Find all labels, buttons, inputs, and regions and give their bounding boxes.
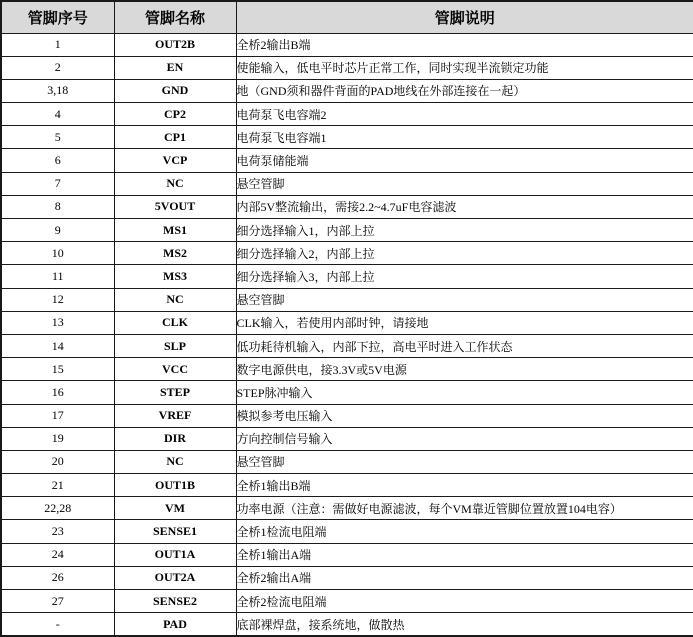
pin-number-cell: 7 <box>1 172 114 195</box>
pin-number-cell: 3,18 <box>1 79 114 102</box>
pin-number-cell: 26 <box>1 566 114 589</box>
pin-number-cell: 22,28 <box>1 497 114 520</box>
pin-number-cell: 11 <box>1 265 114 288</box>
pin-number-cell: 1 <box>1 33 114 56</box>
table-row <box>1 149 693 172</box>
pin-description-cell: 数字电源供电，接3.3V或5V电源 <box>236 358 693 381</box>
pin-description-cell: 电荷泵储能端 <box>236 149 693 172</box>
pin-description-cell: 悬空管脚 <box>236 288 693 311</box>
pin-number-cell: 16 <box>1 381 114 404</box>
pin-name-cell: NC <box>114 172 236 195</box>
pin-description-cell: 电荷泵飞电容端1 <box>236 126 693 149</box>
table-row <box>1 497 693 520</box>
table-row <box>1 450 693 473</box>
pin-description-cell: 全桥1检流电阻端 <box>236 520 693 543</box>
pin-number-cell: 6 <box>1 149 114 172</box>
pin-name-cell: STEP <box>114 381 236 404</box>
pin-description-cell: 使能输入，低电平时芯片正常工作，同时实现半流锁定功能 <box>236 56 693 79</box>
pin-name-cell: SENSE1 <box>114 520 236 543</box>
pin-number-cell: 23 <box>1 520 114 543</box>
col-header-pin-number: 管脚序号 <box>1 1 114 33</box>
table-row <box>1 172 693 195</box>
pin-description-cell: STEP脉冲输入 <box>236 381 693 404</box>
pin-description-cell: 底部裸焊盘，接系统地，做散热 <box>236 613 693 636</box>
pin-description-cell: 细分选择输入3，内部上拉 <box>236 265 693 288</box>
pin-name-cell: VM <box>114 497 236 520</box>
table-row <box>1 334 693 357</box>
pin-name-cell: DIR <box>114 427 236 450</box>
pin-name-cell: MS3 <box>114 265 236 288</box>
pin-name-cell: CP1 <box>114 126 236 149</box>
table-row <box>1 195 693 218</box>
pin-description-cell: 全桥2检流电阻端 <box>236 590 693 613</box>
pin-name-cell: MS2 <box>114 242 236 265</box>
table-row <box>1 590 693 613</box>
pin-name-cell: CLK <box>114 311 236 334</box>
pin-number-cell: 9 <box>1 219 114 242</box>
pin-number-cell: 5 <box>1 126 114 149</box>
table-row <box>1 427 693 450</box>
pin-number-cell: 15 <box>1 358 114 381</box>
pin-name-cell: OUT1B <box>114 474 236 497</box>
table-row <box>1 543 693 566</box>
pin-description-cell: 悬空管脚 <box>236 450 693 473</box>
pin-number-cell: - <box>1 613 114 636</box>
pin-table-body <box>1 33 693 636</box>
pin-name-cell: OUT1A <box>114 543 236 566</box>
table-row <box>1 126 693 149</box>
pin-name-cell: OUT2B <box>114 33 236 56</box>
pin-number-cell: 2 <box>1 56 114 79</box>
pin-name-cell: SENSE2 <box>114 590 236 613</box>
table-row <box>1 358 693 381</box>
pin-description-cell: 全桥2输出B端 <box>236 33 693 56</box>
table-row <box>1 381 693 404</box>
pin-name-cell: 5VOUT <box>114 195 236 218</box>
pin-number-cell: 20 <box>1 450 114 473</box>
pin-description-cell: 地（GND须和器件背面的PAD地线在外部连接在一起） <box>236 79 693 102</box>
pin-name-cell: VCP <box>114 149 236 172</box>
pin-description-cell: CLK输入，若使用内部时钟，请接地 <box>236 311 693 334</box>
pin-number-cell: 4 <box>1 103 114 126</box>
pin-number-cell: 13 <box>1 311 114 334</box>
pin-name-cell: SLP <box>114 334 236 357</box>
pin-name-cell: GND <box>114 79 236 102</box>
pin-name-cell: VREF <box>114 404 236 427</box>
pin-name-cell: PAD <box>114 613 236 636</box>
pin-description-cell: 全桥1输出A端 <box>236 543 693 566</box>
table-row <box>1 242 693 265</box>
table-row <box>1 219 693 242</box>
pin-number-cell: 21 <box>1 474 114 497</box>
table-row <box>1 566 693 589</box>
pin-number-cell: 12 <box>1 288 114 311</box>
table-row <box>1 79 693 102</box>
table-row <box>1 404 693 427</box>
pin-name-cell: VCC <box>114 358 236 381</box>
pin-number-cell: 19 <box>1 427 114 450</box>
pin-description-cell: 全桥2输出A端 <box>236 566 693 589</box>
pin-number-cell: 27 <box>1 590 114 613</box>
pin-description-cell: 电荷泵飞电容端2 <box>236 103 693 126</box>
table-row <box>1 288 693 311</box>
pin-description-cell: 悬空管脚 <box>236 172 693 195</box>
pin-number-cell: 10 <box>1 242 114 265</box>
pin-description-cell: 内部5V整流输出，需接2.2~4.7uF电容滤波 <box>236 195 693 218</box>
pin-number-cell: 8 <box>1 195 114 218</box>
pin-number-cell: 24 <box>1 543 114 566</box>
header-row <box>1 1 693 33</box>
pin-description-cell: 功率电源（注意：需做好电源滤波，每个VM靠近管脚位置放置104电容） <box>236 497 693 520</box>
pin-name-cell: MS1 <box>114 219 236 242</box>
table-row <box>1 474 693 497</box>
pin-description-cell: 细分选择输入2，内部上拉 <box>236 242 693 265</box>
pin-name-cell: NC <box>114 288 236 311</box>
pin-description-cell: 全桥1输出B端 <box>236 474 693 497</box>
pin-name-cell: CP2 <box>114 103 236 126</box>
pin-description-cell: 方向控制信号输入 <box>236 427 693 450</box>
pin-name-cell: NC <box>114 450 236 473</box>
col-header-pin-description: 管脚说明 <box>236 1 693 33</box>
pin-number-cell: 17 <box>1 404 114 427</box>
pin-name-cell: EN <box>114 56 236 79</box>
pin-name-cell: OUT2A <box>114 566 236 589</box>
table-row <box>1 103 693 126</box>
pin-description-cell: 细分选择输入1，内部上拉 <box>236 219 693 242</box>
col-header-pin-name: 管脚名称 <box>114 1 236 33</box>
table-row <box>1 56 693 79</box>
table-row <box>1 613 693 636</box>
table-row <box>1 311 693 334</box>
table-row <box>1 520 693 543</box>
pin-description-cell: 模拟参考电压输入 <box>236 404 693 427</box>
table-row <box>1 33 693 56</box>
pin-description-cell: 低功耗待机输入，内部下拉，高电平时进入工作状态 <box>236 334 693 357</box>
pin-number-cell: 14 <box>1 334 114 357</box>
table-row <box>1 265 693 288</box>
